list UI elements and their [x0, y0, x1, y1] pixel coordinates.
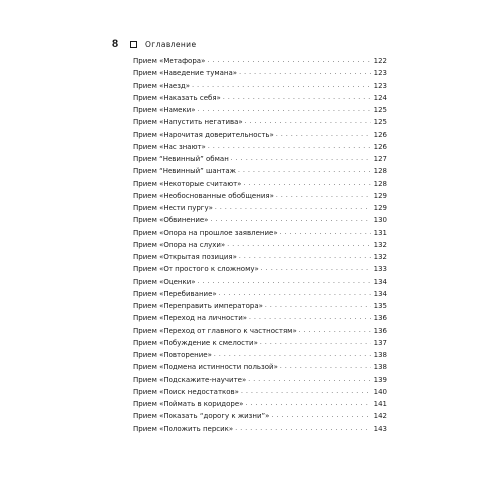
toc-entry-page: 138 [373, 351, 387, 359]
toc-entry-page: 128 [373, 179, 387, 188]
toc-entry-page: 143 [373, 424, 387, 433]
dot-leader [215, 202, 371, 214]
toc-entry-page: 132 [373, 253, 387, 261]
toc-entry-title: Прием «Подмена истинности пользой» [133, 363, 278, 372]
dot-leader [239, 67, 371, 79]
toc-entry [133, 374, 387, 386]
toc-entry-title: Прием «Необоснованные обобщения» [133, 191, 274, 200]
toc-entry-title: Прием «Показать “дорогу к жизни”» [133, 412, 270, 421]
square-bullet-icon [130, 41, 137, 48]
toc-entry-page: 136 [373, 314, 387, 323]
toc-entry-page: 126 [373, 142, 387, 151]
toc-entry [133, 80, 387, 92]
toc-entry [133, 202, 387, 214]
toc-entry-page: 142 [373, 412, 387, 421]
dot-leader [207, 55, 371, 67]
toc-entry-title: Прием «Переправить императора» [133, 302, 263, 310]
toc-entry-page: 136 [373, 326, 387, 335]
toc-entry [133, 190, 387, 202]
dot-leader [249, 312, 371, 324]
toc-entry-title: Прием «Подскажите-научите» [133, 375, 247, 384]
toc-entry [133, 386, 387, 398]
dot-leader [245, 116, 371, 128]
dot-leader [276, 190, 371, 202]
toc-entry-title: Прием «Оценки» [133, 277, 196, 286]
dot-leader [198, 276, 371, 288]
toc-entry-title: Прием «Наезд» [133, 81, 191, 90]
toc-entry-title: Прием «Некоторые считают» [133, 179, 242, 188]
toc-entry-title: Прием «Метафора» [133, 57, 206, 65]
toc-entry [133, 239, 387, 251]
toc-entry-title: Прием «Положить персик» [133, 424, 234, 433]
toc-entry-page: 134 [373, 289, 387, 298]
toc-entry-title: Прием «Переход от главного к частностям» [133, 326, 297, 335]
toc-entry-page: 130 [373, 216, 387, 225]
dot-leader [235, 423, 371, 435]
toc-entry-title: Прием «Нас знают» [133, 142, 206, 151]
toc-entry-title: Прием «Перебивание» [133, 289, 217, 298]
toc-entry-page: 141 [373, 400, 387, 408]
dot-leader [210, 214, 371, 226]
toc-entry [133, 153, 387, 165]
page-number: 8 [112, 38, 119, 50]
dot-leader [299, 325, 371, 337]
dot-leader [198, 104, 371, 116]
toc-entry-title: Прием «Намеки» [133, 106, 196, 114]
toc-entry-title: Прием «Наведение тумана» [133, 69, 238, 78]
toc-entry [133, 349, 387, 361]
toc-entry-title: Прием «Опора на слухи» [133, 240, 226, 249]
toc-entry-page: 123 [373, 69, 387, 78]
toc-entry-title: Прием «Нарочитая доверительность» [133, 130, 274, 139]
toc-entry-title: Прием «Побуждение к смелости» [133, 338, 258, 347]
dot-leader [238, 165, 371, 177]
toc-entry-page: 123 [373, 81, 387, 90]
toc-entry-title: Прием «Поймать в коридоре» [133, 400, 244, 408]
toc-entry [133, 337, 387, 349]
toc-entry [133, 410, 387, 422]
toc-entry [133, 214, 387, 226]
toc-entry-page: 131 [373, 228, 387, 237]
toc-entry [133, 361, 387, 373]
toc-entry-page: 128 [373, 167, 387, 176]
toc-entry-title: Прием «Напустить негатива» [133, 118, 243, 127]
toc-entry [133, 423, 387, 435]
toc-entry-page: 137 [373, 338, 387, 347]
toc-entry-page: 129 [373, 204, 387, 212]
toc-entry-page: 140 [373, 387, 387, 396]
toc-entry [133, 178, 387, 190]
table-of-contents [133, 55, 387, 435]
toc-entry-title: Прием «Повторение» [133, 351, 212, 359]
toc-entry [133, 227, 387, 239]
dot-leader [280, 361, 371, 373]
dot-leader [245, 398, 371, 410]
toc-entry-title: Прием “Невинный” шантаж [133, 167, 236, 176]
toc-entry [133, 55, 387, 67]
toc-entry-title: Прием «Нести пургу» [133, 204, 213, 212]
toc-entry-page: 125 [373, 106, 387, 114]
toc-entry-title: Прием «Обвинение» [133, 216, 209, 225]
toc-entry [133, 141, 387, 153]
dot-leader [239, 251, 371, 263]
toc-entry [133, 92, 387, 104]
toc-entry [133, 251, 387, 263]
toc-entry-page: 124 [373, 93, 387, 102]
dot-leader [219, 288, 371, 300]
toc-entry [133, 104, 387, 116]
toc-entry-page: 134 [373, 277, 387, 286]
toc-entry-page: 138 [373, 363, 387, 372]
dot-leader [243, 178, 371, 190]
toc-entry-title: Прием “Невинный” обман [133, 155, 229, 163]
toc-entry-title: Прием «Опора на прошлое заявление» [133, 228, 278, 237]
toc-entry [133, 263, 387, 275]
toc-entry-title: Прием «От простого к сложному» [133, 265, 259, 274]
dot-leader [271, 410, 371, 422]
toc-entry [133, 300, 387, 312]
toc-entry-page: 135 [373, 302, 387, 310]
toc-entry-title: Прием «Переход на личности» [133, 314, 248, 323]
toc-entry [133, 116, 387, 128]
toc-entry-page: 122 [373, 57, 387, 65]
running-header-title: Оглавление [145, 39, 197, 49]
toc-entry [133, 398, 387, 410]
running-header [112, 37, 196, 51]
dot-leader [208, 141, 371, 153]
dot-leader [227, 239, 371, 251]
dot-leader [280, 227, 371, 239]
toc-entry-title: Прием «Наказать себя» [133, 93, 221, 102]
toc-entry [133, 288, 387, 300]
toc-entry-page: 139 [373, 375, 387, 384]
dot-leader [241, 386, 371, 398]
toc-entry [133, 276, 387, 288]
dot-leader [260, 337, 371, 349]
dot-leader [248, 374, 371, 386]
dot-leader [265, 300, 371, 312]
toc-entry-title: Прием «Открытая позиция» [133, 253, 237, 261]
toc-entry [133, 67, 387, 79]
dot-leader [261, 263, 371, 275]
toc-entry-title: Прием «Поиск недостатков» [133, 387, 239, 396]
toc-entry-page: 125 [373, 118, 387, 127]
toc-entry [133, 165, 387, 177]
toc-entry [133, 129, 387, 141]
toc-entry-page: 129 [373, 191, 387, 200]
toc-entry-page: 132 [373, 240, 387, 249]
dot-leader [276, 129, 371, 141]
toc-entry [133, 312, 387, 324]
dot-leader [192, 80, 371, 92]
toc-entry-page: 126 [373, 130, 387, 139]
dot-leader [223, 92, 371, 104]
toc-entry-page: 133 [373, 265, 387, 274]
toc-entry [133, 325, 387, 337]
dot-leader [231, 153, 371, 165]
toc-entry-page: 127 [373, 155, 387, 163]
dot-leader [214, 349, 371, 361]
